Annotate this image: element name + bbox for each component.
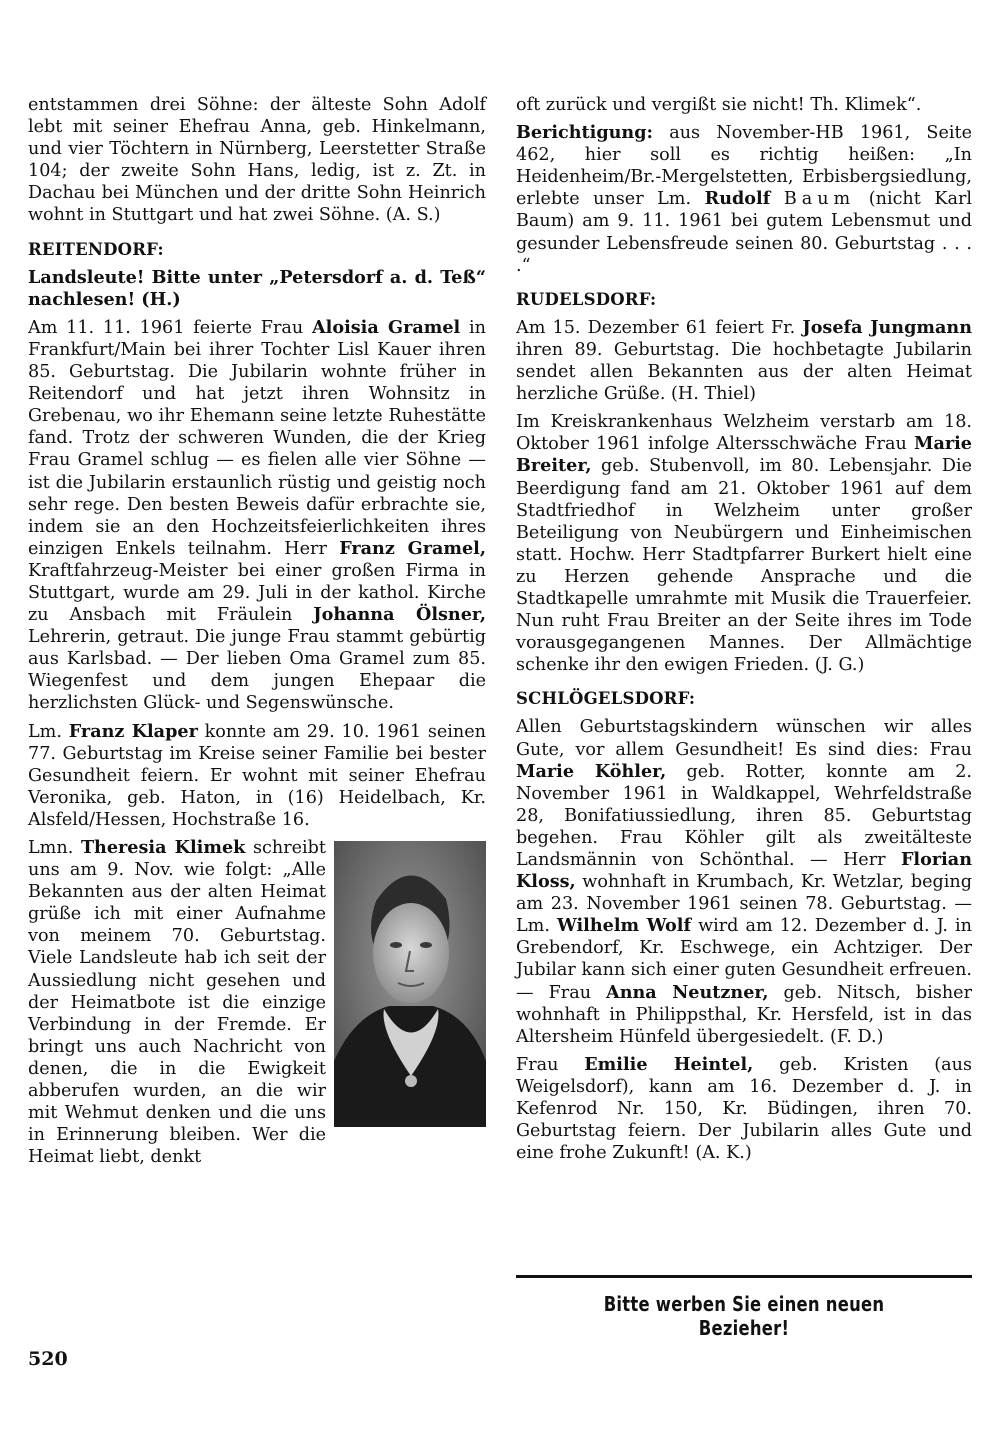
advert-slogan: Bitte werben Sie einen neuen Bezieher! [603,1292,885,1340]
section-heading-rudelsdorf: RUDELSDORF: [516,289,657,309]
divider-rule [516,1275,972,1278]
section-heading-reitendorf: REITENDORF: [28,239,164,259]
left-column [28,94,486,1174]
paragraph-klimek: Lmn. Theresia Klimek schreibt uns am 9. Nov. wie folgt: „Alle Bekannten aus der alten Heimat grüße ich mit einer Aufnahme von meinem 70. Geburtstag. Viele Landsleute hab ich seit der Aussiedlung nicht gesehen und der Heimatbote ist die einzige Verbindung in der Fremde. Er bringt uns auch Nachricht von denen, die in die Ewigkeit abberufen wurden, an die wir mit Wehmut denken und die uns in Erinnerung bleiben. Wer die Heimat liebt, denkt [28,837,486,1168]
section-heading-schloegelsdorf: SCHLÖGELSDORF: [516,689,696,709]
paragraph-continuation: entstammen drei Söhne: der älteste Sohn Adolf lebt mit seiner Ehefrau Anna, geb. Hinkelmann, und vier Töchtern in Nürnberg, Leerstetter Straße 104; der zweite Sohn Hans, ledig, ist z. Zt. in Dachau bei München und der dritte Sohn Heinrich wohnt in Stuttgart und hat zwei Söhne. (A. S.) [28,95,486,226]
paragraph-klaper: Lm. Franz Klaper konnte am 29. 10. 1961 seinen 77. Geburtstag im Kreise seiner Familie bei bester Gesundheit feiern. Er wohnt mit seiner Ehefrau Veronika, geb. Haton, in (16) Heidelbach, Kr. Alsfeld/Hessen, Hochstraße 16. [28,720,486,830]
right-column [516,94,972,1170]
portrait-photo [334,841,486,1127]
paragraph-heintel: Frau Emilie Heintel, geb. Kristen (aus Weigelsdorf), kann am 16. Dezember d. J. in Kefenrod Nr. 150, Kr. Büdingen, ihren 70. Geburtstag feiern. Der Jubilarin alles Gute und eine frohe Zukunft! (A. K.) [516,1053,972,1164]
paragraph-breiter: Im Kreiskrankenhaus Welzheim verstarb am 18. Oktober 1961 infolge Altersschwäche Frau Marie Breiter, geb. Stubenvoll, im 80. Lebensjahr. Die Beerdigung fand am 21. Oktober 1961 auf dem Stadtfriedhof in Welzheim unter großer Beteiligung von Neubürgern und Einheimischen statt. Hochw. Herr Stadtpfarrer Burkert hielt eine zu Herzen gehende Ansprache und die Stadtkapelle umrahmte mit Musik die Trauerfeier. Nun ruht Frau Breiter an der Seite ihres im Tode vorausgegangenen Mannes. Der Allmächtige schenke ihr den ewigen Frieden. (J. G.) [516,412,972,676]
notice-reitendorf: Landsleute! Bitte unter „Petersdorf a. d. Teß“ nachlesen! (H.) [28,266,486,310]
paragraph-gramel: Am 11. 11. 1961 feierte Frau Aloisia Gramel in Frankfurt/Main bei ihrer Tochter Lisl Kauer ihren 85. Geburtstag. Die Jubilarin wohnte früher in Reitendorf und hat jetzt ihren Wohnsitz in Grebenau, wo ihr Ehemann seine letzte Ruhestätte fand. Trotz der schweren Wunden, die der Krieg Frau Gramel schlug — es fielen alle vier Söhne — ist die Jubilarin erstaunlich rüstig und geistig noch sehr rege. Den besten Beweis dafür erbrachte sie, indem sie an den Hochzeitsfeierlichkeiten ihres einzigen Enkels teilnahm. Herr Franz Gramel, Kraftfahrzeug-Meister bei einer großen Firma in Stuttgart, wurde am 29. Juli in der kathol. Kirche zu Ansbach mit Fräulein Johanna Ölsner, Lehrerin, getraut. Die junge Frau stammt gebürtig aus Karlsbad. — Der lieben Oma Gramel zum 85. Wiegenfest und dem jungen Ehepaar die herzlichsten Glück- und Segenswünsche. [28,316,487,714]
paragraph-geburtstage: Allen Geburtstagskindern wünschen wir alles Gute, vor allem Gesundheit! Es sind dies: Frau Marie Köhler, geb. Rotter, konnte am 2. November 1961 in Waldkappel, Wehrfeldstraße 28, Bonifatiussiedlung, ihren 85. Geburtstag begehen. Frau Köhler gilt als zweitälteste Landsmännin von Schönthal. — Herr Florian Kloss, wohnhaft in Krumbach, Kr. Wetzlar, beging am 23. November 1961 seinen 78. Geburtstag. — Lm. Wilhelm Wolf wird am 12. Dezember d. J. in Grebendorf, Kr. Eschwege, ein Achtziger. Der Jubilar kann sich einer guten Gesundheit erfreuen. — Frau Anna Neutzner, geb. Nitsch, bisher wohnhaft in Philippsthal, Kr. Hersfeld, ist in das Altersheim Hünfeld übergesiedelt. (F. D.) [516,717,973,1047]
paragraph-jungmann: Am 15. Dezember 61 feiert Fr. Josefa Jungmann ihren 89. Geburtstag. Die hochbetagte Jubilarin sendet allen Bekannten aus der alten Heimat herzliche Grüße. (H. Thiel) [516,316,972,405]
paragraph-continuation-right: oft zurück und vergißt sie nicht! Th. Klimek“. [516,95,922,115]
page-number: 520 [28,1348,68,1370]
paragraph-berichtigung: Berichtigung: aus November-HB 1961, Seite 462, hier soll es richtig heißen: „In Heidenheim/Br.-Mergelstetten, Erbisbergsiedlung, erlebte unser Lm. Rudolf Baum (nicht Karl Baum) am 9. 11. 1961 bei gutem Lebensmut und gesunder Lebensfreude seinen 80. Geburtstag . . . .“ [516,122,973,276]
